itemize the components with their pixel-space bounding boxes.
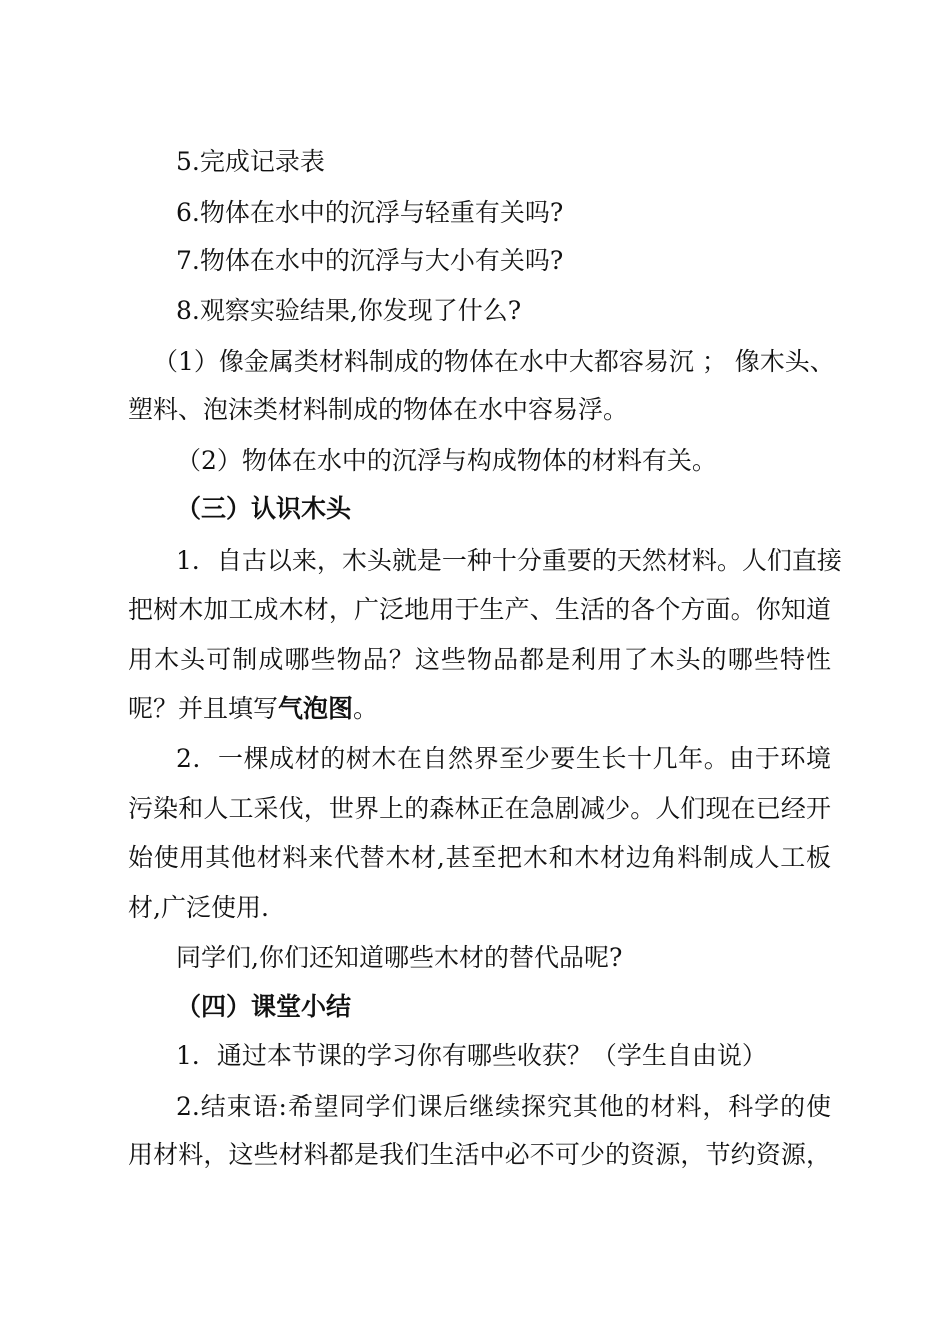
- wood-para-1-line-1: 1．自古以来，木头就是一种十分重要的天然材料。人们直接: [176, 546, 842, 575]
- wood-para-1-line-3: 用木头可制成哪些物品？这些物品都是利用了木头的哪些特性: [128, 645, 831, 674]
- summary-item-2-line-1: 2.结束语:希望同学们课后继续探究其他的材料，科学的使: [176, 1092, 831, 1121]
- wood-para-2-line-1: 2．一棵成材的树木在自然界至少要生长十几年。由于环境: [176, 744, 831, 773]
- step-6: 6.物体在水中的沉浮与轻重有关吗?: [176, 198, 564, 227]
- summary-item-2-line-2: 用材料，这些材料都是我们生活中必不可少的资源，节约资源，: [128, 1140, 831, 1169]
- finding-1-line-2: 塑料、泡沫类材料制成的物体在水中容易浮。: [128, 395, 629, 424]
- summary-item-1: 1．通过本节课的学习你有哪些收获？（学生自由说）: [176, 1041, 767, 1070]
- wood-para-2-line-4: 材,广泛使用.: [128, 893, 269, 922]
- substitute-question: 同学们,你们还知道哪些木材的替代品呢?: [176, 943, 623, 972]
- wood-para-1-prefix: 呢？并且填写: [128, 694, 279, 723]
- finding-1-line-1: （1）像金属类材料制成的物体在水中大都容易沉 ； 像木头、: [153, 347, 835, 376]
- wood-para-1-suffix: 。: [353, 694, 379, 723]
- step-5: 5.完成记录表: [176, 147, 325, 176]
- step-7: 7.物体在水中的沉浮与大小有关吗?: [176, 246, 564, 275]
- wood-para-2-line-3: 始使用其他材料来代替木材,甚至把木和木材边角料制成人工板: [128, 843, 831, 872]
- wood-para-2-line-2: 污染和人工采伐，世界上的森林正在急剧减少。人们现在已经开: [128, 794, 831, 823]
- step-8: 8.观察实验结果,你发现了什么?: [176, 296, 522, 325]
- wood-para-1-line-4: [128, 694, 378, 724]
- finding-2: （2）物体在水中的沉浮与构成物体的材料有关。: [176, 446, 717, 475]
- wood-para-1-line-2: 把树木加工成木材，广泛地用于生产、生活的各个方面。你知道: [128, 595, 831, 624]
- section-heading-3: （三）认识木头: [176, 494, 352, 523]
- bubble-chart-term: 气泡图: [278, 694, 354, 723]
- section-heading-4: （四）课堂小结: [176, 992, 352, 1021]
